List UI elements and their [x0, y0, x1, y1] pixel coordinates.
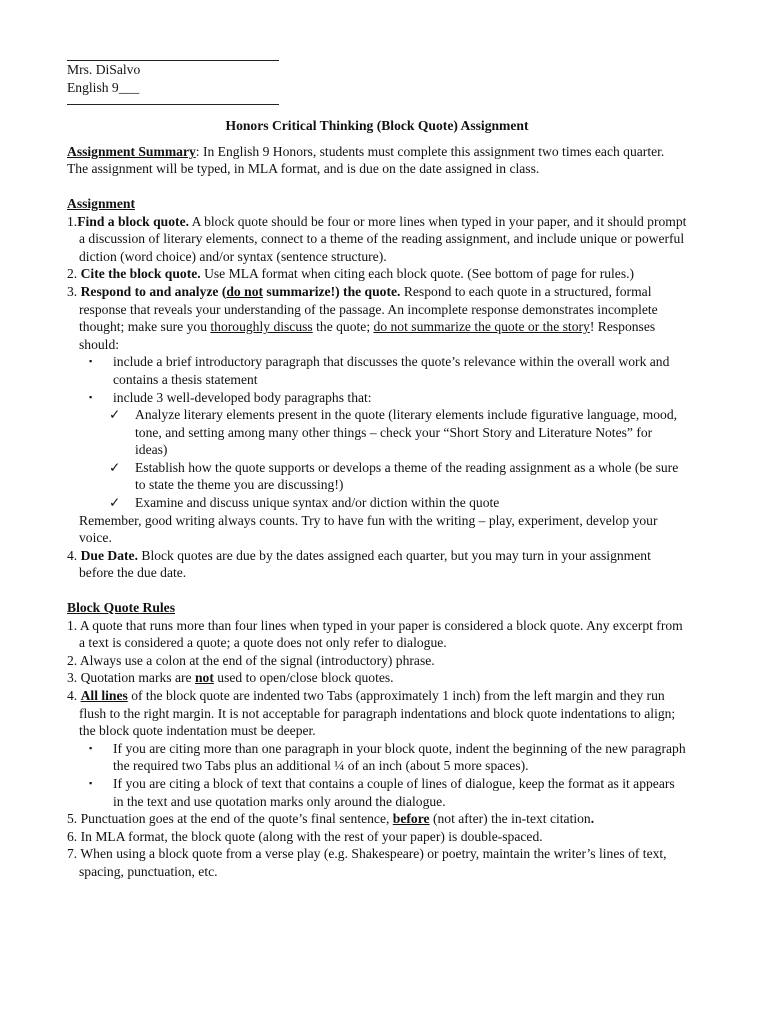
item-lead: Cite the block quote.	[80, 266, 201, 282]
rule-period: .	[590, 811, 595, 827]
rule-emphasis: All lines	[80, 688, 128, 703]
rule-5	[67, 810, 687, 828]
square-bullet-icon: ▪	[89, 391, 93, 402]
rule-text: of the block quote are indented two Tabs (approximately 1 inch) from the left margin and they run flush to the right margin. It is not acceptable for paragraph indentations and block quote indentations to align; the block quote indentation must be deeper.	[79, 688, 676, 739]
rule-text: 3. Quotation marks are	[67, 670, 195, 686]
square-bullet-icon: ▪	[89, 356, 93, 367]
rule-6: 6. In MLA format, the block quote (along with the rest of your paper) is double-spaced.	[67, 828, 543, 844]
assignment-item-2	[67, 265, 687, 283]
square-bullet-icon: ▪	[89, 742, 93, 753]
assignment-heading: Assignment	[67, 195, 135, 211]
check-text: Establish how the quote supports or develops a theme of the reading assignment as a whole (be sure to state the theme you are discussing!)	[135, 459, 679, 493]
bullet-text: include a brief introductory paragraph that discusses the quote’s relevance within the overall work and contains a thesis statement	[113, 354, 670, 387]
summary-label: Assignment Summary	[67, 143, 196, 159]
item-text: Use MLA format when citing each block quote. (See bottom of page for rules.)	[200, 266, 635, 282]
list-item	[67, 353, 687, 388]
header-rule	[67, 104, 279, 105]
check-text: Examine and discuss unique syntax and/or diction within the quote	[135, 495, 500, 511]
item-text: the quote;	[312, 319, 374, 335]
item-text: ! Responses should:	[79, 319, 656, 352]
list-item	[67, 775, 687, 810]
rule-emphasis: not	[194, 670, 214, 686]
assignment-item-3	[67, 283, 687, 353]
rule-emphasis: before	[392, 811, 430, 827]
list-item	[67, 389, 687, 407]
rule-text: used to open/close block quotes.	[213, 670, 394, 686]
rules-heading: Block Quote Rules	[67, 600, 175, 616]
bullet-text: include 3 well-developed body paragraphs that:	[113, 389, 372, 405]
item-lead: Find a block quote.	[77, 213, 189, 229]
teacher-name: Mrs. DiSalvo	[67, 62, 141, 77]
page-title: Honors Critical Thinking (Block Quote) Assignment	[225, 118, 529, 134]
summary-text: : In English 9 Honors, students must complete this assignment two times each quarter. The assignment will be typed, in MLA format, and is due on the date assigned in class.	[67, 143, 665, 177]
list-item	[67, 494, 687, 512]
item-text: A block quote should be four or more lines when typed in your paper, and it should prompt a discussion of literary elements, connect to a theme of the reading assignment, and include unique or powerful diction (word choice) and/or syntax (sentence structure).	[79, 213, 687, 264]
course-name: English 9___	[67, 79, 140, 95]
item-number: 4.	[67, 547, 81, 563]
item-lead: Due Date.	[80, 547, 138, 563]
list-item	[67, 406, 687, 459]
list-item	[67, 740, 687, 775]
check-text: Analyze literary elements present in the quote (literary elements include figurative language, mood, tone, and setting among many other things – check your “Short Story and Literature Notes” for ideas)	[135, 407, 678, 458]
item-number: 2.	[67, 266, 81, 282]
rule-2: 2. Always use a colon at the end of the signal (introductory) phrase.	[67, 652, 435, 668]
item-text: Respond to each quote in a structured, formal response that reveals your understanding of the passage. An incomplete response demonstrates incomplete thought; make sure you	[79, 283, 658, 335]
item-lead-end: summarize!) the quote.	[263, 283, 401, 299]
assignment-item-1	[67, 213, 687, 266]
underlined-phrase: thoroughly discuss	[210, 319, 313, 335]
checkmark-icon: ✓	[109, 407, 121, 423]
rule-4	[67, 687, 687, 740]
rule-7: 7. When using a block quote from a verse play (e.g. Shakespeare) or poetry, maintain the writer’s lines of text, spacing, punctuation, etc.	[67, 846, 667, 879]
item-lead-underlined: do not	[226, 283, 264, 299]
underlined-phrase: do not summarize the quote or the story	[373, 319, 590, 335]
rule-3	[67, 669, 687, 687]
assignment-summary	[67, 143, 687, 178]
bullet-text: If you are citing a block of text that contains a couple of lines of dialogue, keep the format as it appears in the text and use quotation marks only around the dialogue.	[113, 775, 675, 809]
item-lead: Respond to and analyze (	[80, 283, 227, 299]
item-number: 3.	[67, 283, 81, 299]
bullet-text: If you are citing more than one paragraph in your block quote, indent the beginning of the new paragraph the required two Tabs plus an additional ¼ of an inch (about 5 more spaces).	[113, 740, 686, 774]
rule-text: 5. Punctuation goes at the end of the quote’s final sentence,	[67, 811, 393, 827]
checkmark-icon: ✓	[109, 495, 121, 511]
square-bullet-icon: ▪	[89, 777, 93, 788]
checkmark-icon: ✓	[109, 459, 121, 475]
list-item	[67, 459, 687, 494]
assignment-item-4	[67, 547, 687, 582]
rule-number: 4.	[67, 688, 81, 703]
remember-note: Remember, good writing always counts. Try to have fun with the writing – play, experiment, develop your voice.	[79, 512, 658, 546]
item-number: 1.	[67, 213, 78, 229]
rule-text: (not after) the in-text citation	[429, 811, 591, 827]
item-text: Block quotes are due by the dates assigned each quarter, but you may turn in your assignment before the due date.	[79, 547, 651, 581]
document-page	[67, 44, 687, 881]
rule-1: 1. A quote that runs more than four lines when typed in your paper is considered a block quote. Any excerpt from a text is considered a quote; a quote does not only refer to dialogue.	[67, 617, 683, 651]
